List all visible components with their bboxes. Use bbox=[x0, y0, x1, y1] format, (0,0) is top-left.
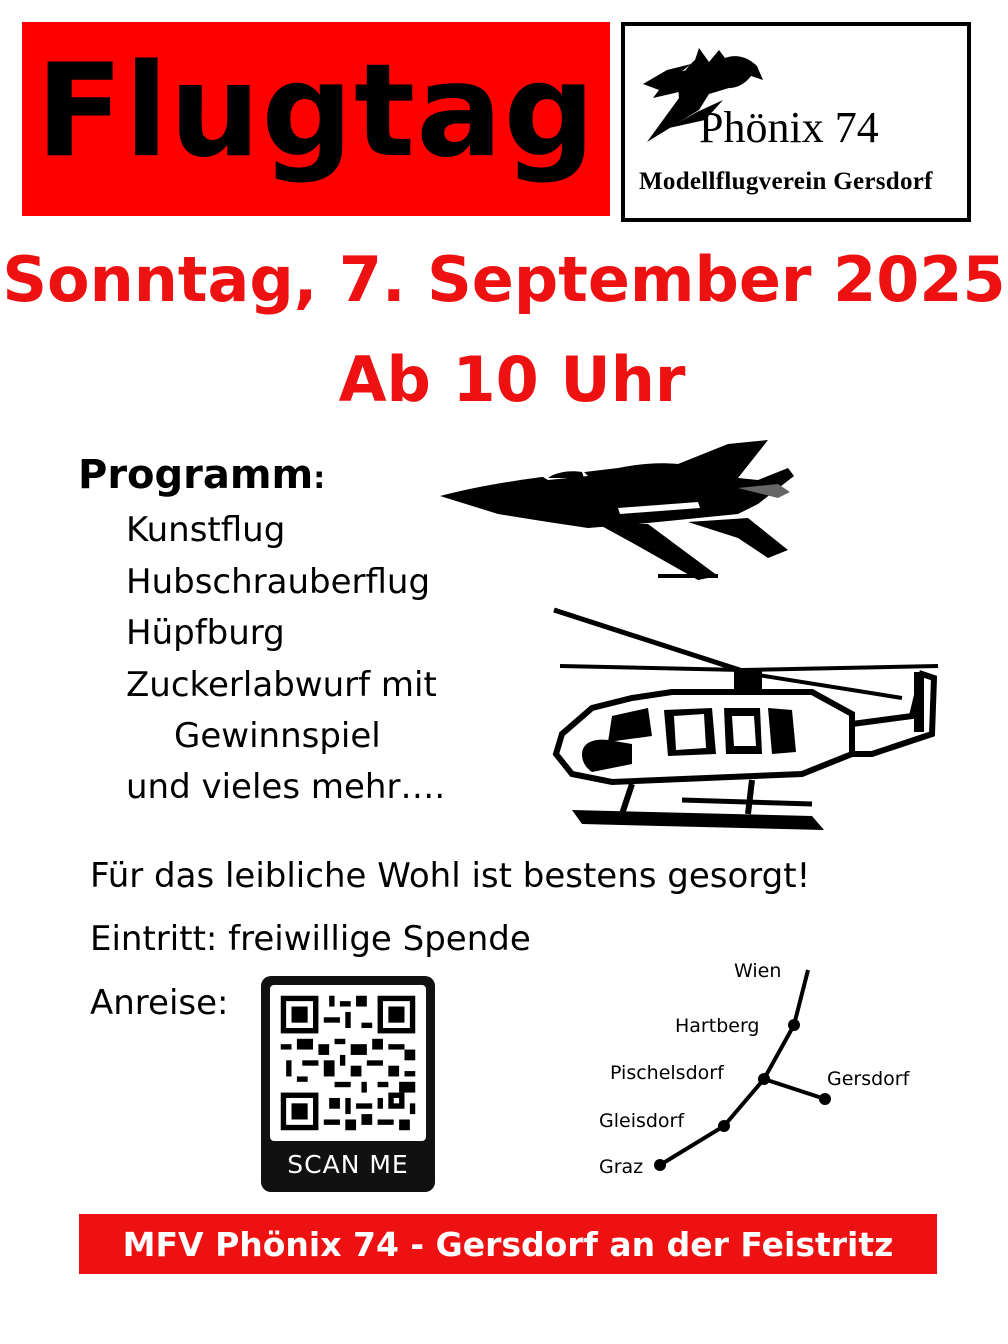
map-stop-pischelsdorf bbox=[758, 1073, 770, 1085]
qr-code-image bbox=[270, 985, 426, 1141]
map-label-gersdorf: Gersdorf bbox=[827, 1068, 910, 1090]
travel-label: Anreise: bbox=[90, 983, 229, 1023]
program-heading-text: Programm bbox=[78, 452, 314, 498]
qr-pattern-icon bbox=[270, 985, 426, 1141]
qr-code[interactable] bbox=[261, 976, 435, 1192]
qr-label: SCAN ME bbox=[287, 1150, 409, 1179]
food-note: Für das leibliche Wohl ist bestens gesorgt! bbox=[90, 856, 811, 896]
entry-note: Eintritt: freiwillige Spende bbox=[90, 919, 531, 959]
program-item: Gewinnspiel bbox=[174, 716, 381, 756]
program-heading-colon: : bbox=[313, 461, 326, 496]
club-subtitle: Modellflugverein Gersdorf bbox=[639, 168, 933, 195]
program-item: Kunstflug bbox=[126, 510, 286, 550]
map-stop-graz bbox=[654, 1159, 666, 1171]
map-label-hartberg: Hartberg bbox=[675, 1015, 760, 1037]
title-banner bbox=[22, 22, 610, 216]
page-title: Flugtag bbox=[35, 37, 597, 186]
program-item: Hüpfburg bbox=[126, 613, 285, 653]
club-name: Phönix 74 bbox=[699, 103, 879, 152]
fighter-jet-icon bbox=[438, 438, 798, 588]
map-label-graz: Graz bbox=[599, 1156, 644, 1178]
event-time: Ab 10 Uhr bbox=[338, 343, 686, 416]
map-stop-hartberg bbox=[788, 1019, 800, 1031]
event-date: Sonntag, 7. September 2025 bbox=[2, 243, 1006, 316]
map-stop-gleisdorf bbox=[718, 1120, 730, 1132]
footer-text: MFV Phönix 74 - Gersdorf an der Feistritz bbox=[122, 1224, 894, 1264]
map-label-gleisdorf: Gleisdorf bbox=[599, 1110, 685, 1132]
helicopter-icon bbox=[552, 604, 944, 836]
program-item: Hubschrauberflug bbox=[126, 562, 431, 602]
map-label-wien: Wien bbox=[734, 960, 782, 982]
program-item: und vieles mehr…. bbox=[126, 767, 446, 807]
program-item: Zuckerlabwurf mit bbox=[126, 665, 437, 705]
map-label-pischelsdorf: Pischelsdorf bbox=[610, 1062, 724, 1084]
footer-banner bbox=[79, 1214, 937, 1274]
club-logo bbox=[621, 22, 971, 222]
program-heading bbox=[78, 452, 325, 498]
map-stop-gersdorf bbox=[819, 1093, 831, 1105]
